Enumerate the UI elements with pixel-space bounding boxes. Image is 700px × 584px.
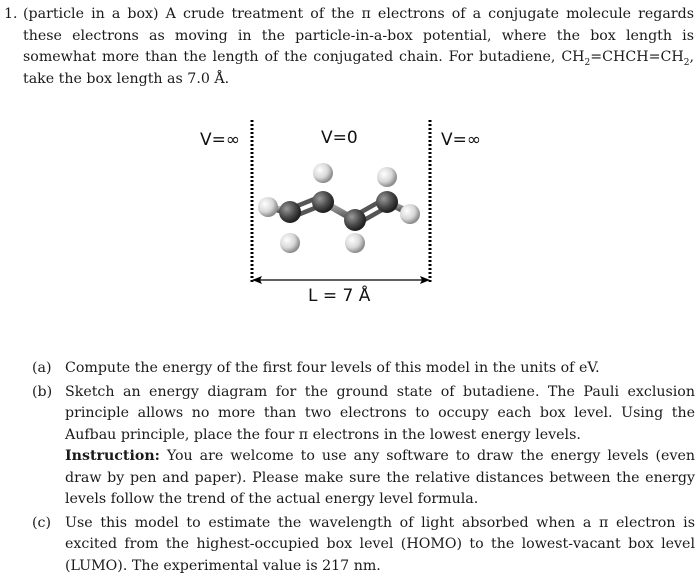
length-arrow [252, 276, 430, 284]
part-c-tag: (c) [32, 514, 52, 531]
problem-intro-end: , take the box length as 7.0 Å. [23, 49, 694, 87]
problem-statement [4, 4, 694, 90]
part-c [32, 513, 695, 578]
problem-body [23, 4, 694, 90]
part-c-text: Use this model to estimate the wavelength of light absorbed when a π electron is excited from the highest-occupied box level (HOMO) to the lowest-vacant box level (LUMO). The experimental value is 217 nm. [65, 514, 695, 574]
formula-subscript-2: 2 [683, 57, 690, 68]
part-a-text: Compute the energy of the first four levels of this model in the units of eV. [65, 360, 600, 376]
part-b-instruction [65, 446, 695, 511]
problem-number: 1. [4, 6, 18, 22]
left-potential-label: V=∞ [200, 130, 241, 150]
part-a [32, 358, 695, 380]
formula-subscript-1: 2 [584, 57, 591, 68]
right-potential-label: V=∞ [441, 130, 482, 150]
box-length-label: L = 7 Å [308, 286, 371, 306]
instruction-text: You are welcome to use any software to draw the energy levels (even draw by pen and paper). Please make sure the relative distances between the energy levels follow the trend of the actual energy level formula. [65, 448, 695, 507]
part-b-tag: (b) [32, 383, 53, 400]
formula-middle: =CHCH=CH [590, 49, 684, 65]
problem-intro: (particle in a box) A crude treatment of the π electrons of a conjugate molecule regards these electrons as moving in the particle-in-a-box potential, where the box length is somewhat more than the length of the conjugated chain. For butadiene, CH [23, 6, 694, 65]
part-b-text: Sketch an energy diagram for the ground state of butadiene. The Pauli exclusion principle allows no more than two electrons to occupy each box level. Using the Aufbau principle, place the four π electrons in the lowest energy levels. [65, 383, 695, 443]
butadiene-molecule [258, 163, 420, 253]
particle-in-box-figure [180, 100, 520, 320]
part-a-tag: (a) [32, 360, 52, 376]
center-potential-label: V=0 [321, 128, 358, 148]
part-b [32, 382, 695, 511]
instruction-label: Instruction: [65, 448, 160, 464]
question-parts [32, 358, 695, 579]
